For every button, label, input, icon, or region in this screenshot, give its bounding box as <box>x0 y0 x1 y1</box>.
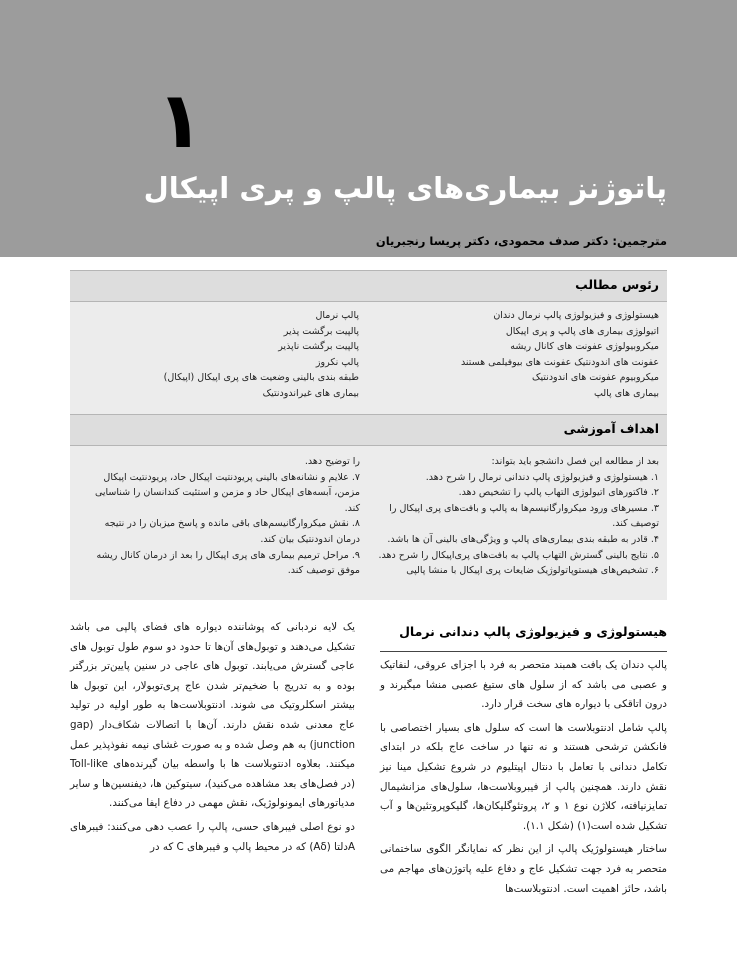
body-paragraph: پالپ دندان یک بافت همبند متحصر به فرد با اجزای عروقی، لنفاتیک و عصبی می باشد که از سلول های ستیغ عصبی منشا میگیرند و درون اتاقکی با دیواره های سخت قرار دارد. <box>380 659 667 711</box>
objective-item: ۱. هیستولوژی و فیزیولوژی پالپ دندانی نرمال را شرح دهد. <box>425 471 659 483</box>
objective-item: ۹. مراحل ترمیم بیماری های پری اپیکال را بعد از درمان کانال ریشه موفق توصیف کند. <box>96 549 360 577</box>
body-paragraph: دو نوع اصلی فیبرهای حسی، پالپ را عصب دهی می‌کنند: فیبرهای Aدلتا (Aδ) که در محیط پالپ و فیبرهای C که در <box>70 820 355 853</box>
outline-title: رئوس مطالب <box>575 277 659 292</box>
outline-item: میکروبیوم عفونت های اندودنتیک <box>531 372 659 384</box>
outline-header <box>70 270 667 302</box>
objective-item: ۳. مسیرهای ورود میکروارگانیسم‌ها به پالپ و بافت‌های پری اپیکال را توصیف کند. <box>389 502 659 530</box>
outline-box <box>70 270 667 414</box>
objective-item: را توضیح دهد. <box>304 456 360 467</box>
chapter-header <box>0 0 737 257</box>
outline-item: پالپ نکروز <box>315 356 359 368</box>
outline-item: پالپ نرمال <box>315 310 359 321</box>
outline-item: بیماری های پالپ <box>593 387 659 399</box>
objectives-title: اهداف آموزشی <box>563 421 659 436</box>
objective-item: ۴. قادر به طبقه بندی بیماری‌های پالپ و ویژگی‌های بالینی آن ها باشد. <box>387 533 659 545</box>
outline-item: میکروبیولوژی عفونت های کانال ریشه <box>510 341 659 353</box>
objective-item: ۲. فاکتورهای اتیولوژی التهاب پالپ را تشخیص دهد. <box>458 487 659 499</box>
outline-item: اتیولوژی بیماری های پالپ و پری اپیکال <box>505 325 659 337</box>
translators-line: مترجمین: دکتر صدف محمودی، دکتر پریسا رنجبریان <box>375 234 667 248</box>
objective-item: ۶. تشخیص‌های هیستوپاتولوژیک ضایعات پری اپیکال با منشا پالپی <box>406 565 659 577</box>
body-paragraph: یک لایه نردبانی که پوشاننده دیواره های فضای پالپی می باشد تشکیل می‌دهند و توبول‌های آن‌ها تا حدود دو سوم طول توبول های عاجی گسترش می‌یابند. توبول های عاجی در سنین پایین‌تر بزرگتر بوده و به تدریج با ضخیم‌تر شدن عاج پری‌توبولار، این توبول ها بیشتر اسکلروتیک می شوند. ادنتوبلاست‌ها به طور اولیه در تولید عاج معدنی شده نقش دارند. آن‌ها با اتصالات شکاف‌دار (gap junction) به هم وصل شده و به صورت غشای نیمه نفوذپذیر عمل میکنند. بعلاوه ادنتوبلاست ها با واسطه بیان گیرنده‌های Toll-like (در فصل‌های بعد مشاهده می‌کنید)، سیتوکین ها، دیفنسین‌ها و سایر مدیاتورهای ایمونولوژیک، نقش مهمی در دفاع ایفا می‌کنند. <box>70 621 355 810</box>
objective-item: ۷. علایم و نشانه‌های بالینی پریودنتیت اپیکال حاد، پریودنتیت اپیکال مزمن، آبسه‌های اپیکال حاد و مزمن و استئیت کندانسان را شناسایی کند. <box>94 471 360 514</box>
objectives-right-column <box>375 454 659 579</box>
outline-item: طبقه بندی بالینی وضعیت های پری اپیکال (اپیکال) <box>163 372 359 384</box>
section-divider <box>380 651 667 652</box>
section-heading: هیستولوژی و فیزیولوژی پالپ دندانی نرمال <box>399 624 667 639</box>
objective-item: ۵. نتایج بالینی گسترش التهاب پالپ به بافت‌های پری‌اپیکال را شرح دهد. <box>378 549 659 561</box>
outline-item: بیماری های غیراندودنتیک <box>262 387 359 399</box>
outline-item: پالپیت برگشت ناپذیر <box>278 341 359 353</box>
outline-left-column <box>79 308 359 402</box>
outline-item: پالپیت برگشت پذیر <box>283 325 359 337</box>
objectives-box <box>70 414 667 600</box>
objectives-left-column <box>78 454 360 579</box>
outline-right-column <box>369 308 659 402</box>
chapter-number: ۱ <box>156 76 204 166</box>
body-left-column <box>70 618 355 857</box>
body-paragraph: ساختار هیستولوژیک پالپ از این نظر که نمایانگر الگوی ساختمانی متحصر به فرد جهت تشکیل عاج و دفاع علیه پاتوژن‌های مهاجم می باشد، حائز اهمیت است. ادنتوبلاست‌ها <box>380 843 667 895</box>
body-right-column <box>380 656 667 899</box>
outline-item: عفونت های اندودنتیک عفونت های بیوفیلمی هستند <box>460 356 659 368</box>
objective-item: بعد از مطالعه این فصل دانشجو باید بتواند: <box>491 456 659 467</box>
objectives-header <box>70 414 667 446</box>
objective-item: ۸. نقش میکروارگانیسم‌های باقی مانده و پاسخ میزبان را در نتیجه درمان اندودنتیک بیان کند. <box>104 518 360 545</box>
chapter-title: پاتوژنز بیماری‌های پالپ و پری اپیکال <box>143 171 667 205</box>
body-paragraph: پالپ شامل ادنتوبلاست ها است که سلول های بسیار اختصاصی با فانکشن ترشحی هستند و نه تنها در ساخت عاج بلکه در ابتدای تکامل دندانی با تعامل با دنتال اپیتلیوم در شروع تشکیل مینا نیز نقش دارند. همچنین پالپ از فیبروبلاست‌ها، سلول‌های مزانشیمال تمایزنیافته، کلاژن نوع ۱ و ۲، پروتئوگلیکان‌ها، گلیکوپروتئین‌ها و آب تشکیل شده است(۱) (شکل ۱.۱). <box>380 721 667 832</box>
outline-item: هیستولوژی و فیزیولوژی پالپ نرمال دندان <box>493 310 659 321</box>
